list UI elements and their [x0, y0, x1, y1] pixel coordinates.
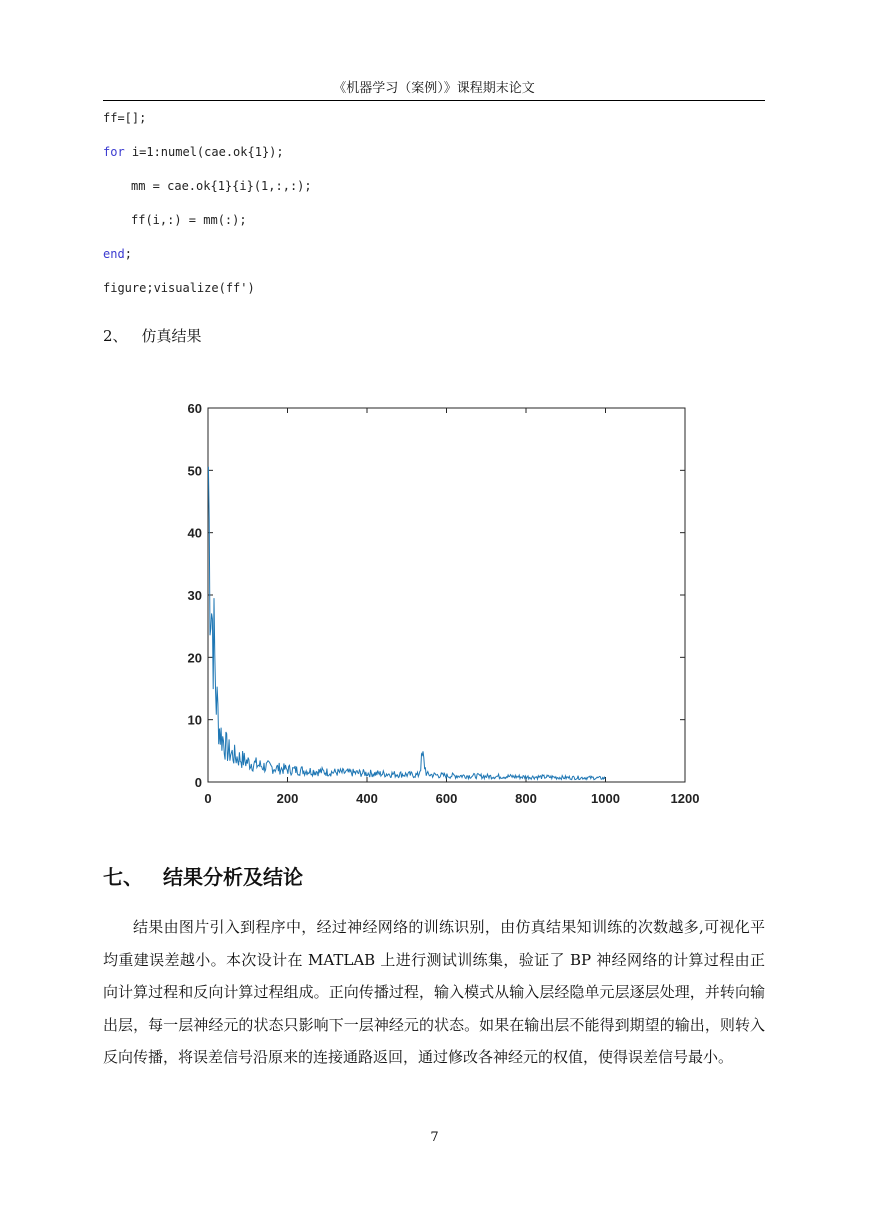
subsection-heading	[103, 326, 202, 346]
page-header: 《机器学习（案例）》课程期末论文	[333, 81, 535, 96]
code-line-1: ff=[];	[103, 111, 147, 125]
y-tick-label: 40	[187, 525, 202, 541]
error-chart	[175, 395, 715, 815]
y-tick-label: 10	[187, 712, 202, 728]
y-tick-label: 0	[194, 775, 202, 790]
code-line-4: ff(i,:) = mm(:);	[131, 213, 247, 227]
code-line-2	[103, 142, 312, 176]
x-tick-label: 200	[276, 791, 299, 806]
code-keyword-end: end	[103, 247, 125, 261]
code-line-6: figure;visualize(ff')	[103, 281, 255, 295]
header-rule	[103, 100, 765, 101]
x-tick-label: 800	[515, 791, 537, 806]
page-number: 7	[430, 1130, 439, 1145]
code-line-5-rest: ;	[124, 247, 132, 261]
y-tick-label: 60	[187, 401, 202, 416]
code-block	[103, 108, 312, 312]
plot-area	[208, 408, 685, 782]
code-line-5	[103, 244, 312, 278]
x-tick-label: 400	[356, 791, 378, 806]
section-number: 七、	[103, 865, 143, 889]
subsection-title: 仿真结果	[141, 327, 202, 345]
code-keyword-for: for	[103, 145, 125, 159]
y-tick-label: 30	[187, 588, 202, 603]
section-heading	[103, 864, 303, 890]
y-tick-label: 20	[187, 650, 202, 666]
y-tick-label: 50	[187, 463, 202, 479]
section-title: 结果分析及结论	[163, 865, 303, 889]
x-tick-label: 600	[435, 791, 458, 806]
x-tick-label: 0	[204, 791, 212, 806]
subsection-number: 2、	[103, 327, 128, 345]
x-tick-label: 1000	[591, 791, 620, 806]
code-line-3: mm = cae.ok{1}{i}(1,:,:);	[131, 179, 312, 193]
code-line-2-rest: i=1:numel(cae.ok{1});	[124, 145, 284, 159]
body-paragraph: 结果由图片引入到程序中，经过神经网络的训练识别，由仿真结果知训练的次数越多,可视化平均重建误差越小。本次设计在 MATLAB 上进行测试训练集，验证了 BP 神经网络的计算过程由正向计算过程和反向计算过程组成。正向传播过程，输入模式从输入层经隐单元层逐层处理，并转向输出层，每一层神经元的状态只影响下一层神经元的状态。如果在输出层不能得到期望的输出，则转入反向传播，将误差信号沿原来的连接通路返回，通过修改各神经元的权值，使得误差信号最小。	[103, 918, 765, 1066]
x-tick-label: 1200	[670, 791, 700, 806]
